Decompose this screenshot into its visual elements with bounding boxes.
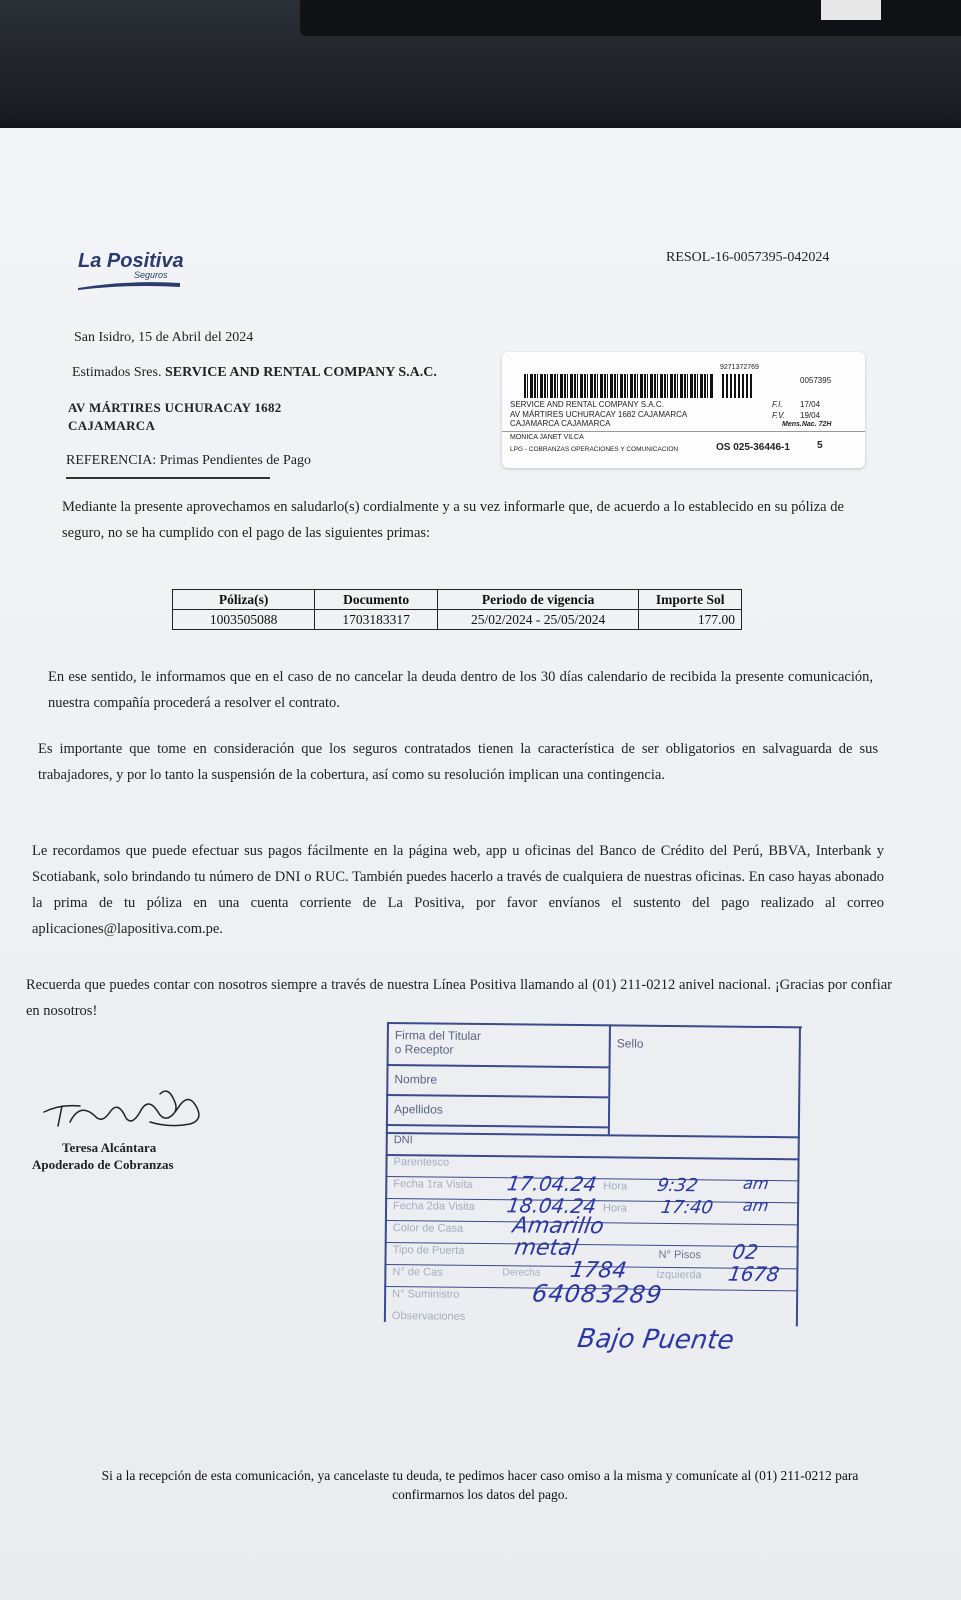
footer-note: Si a la recepción de esta comunicación, ya cancelaste tu deuda, te pedimos hacer caso omiso a la misma y comunícate al (01) 211-0212 para confirmarnos los datos del pago.: [101, 1468, 859, 1502]
header-poliza: Póliza(s): [173, 590, 315, 610]
form-line: [386, 1132, 800, 1138]
form-label-hora2: Hora: [602, 1202, 627, 1215]
cell-poliza: 1003505088: [173, 610, 315, 630]
signatory-name: Teresa Alcántara: [62, 1140, 157, 1155]
form-label-dni: DNI: [393, 1134, 413, 1147]
label-barcode-number: 9271372769: [720, 364, 759, 371]
form-label-apellidos: Apellidos: [394, 1102, 443, 1117]
label-city: CAJAMARCA CAJAMARCA: [510, 419, 611, 428]
header-documento: Documento: [315, 590, 438, 610]
form-line: [387, 1064, 609, 1068]
form-label-firma-2: o Receptor: [394, 1042, 454, 1057]
barcode-icon: [524, 374, 714, 398]
hw-observaciones: Bajo Puente: [575, 1324, 736, 1356]
hw-derecha: 1784: [568, 1257, 629, 1284]
courier-label: [502, 352, 865, 468]
form-label-firma-1: Firma del Titular: [394, 1028, 481, 1043]
header-importe: Importe Sol: [639, 590, 742, 610]
greeting: [72, 365, 437, 381]
cell-periodo: 25/02/2024 - 25/05/2024: [437, 610, 639, 630]
form-label-sello: Sello: [616, 1036, 644, 1051]
form-label-parentesco: Parentesco: [393, 1156, 450, 1169]
background-device: [300, 0, 961, 36]
reference-line: REFERENCIA: Primas Pendientes de Pago: [66, 453, 311, 468]
table-row: [173, 610, 742, 630]
premiums-table: [172, 589, 742, 630]
hw-izquierda: 1678: [726, 1261, 782, 1287]
hw-fecha1: 17.04.24: [505, 1171, 599, 1197]
table-header-row: [173, 590, 742, 610]
hw-suministro: 64083289: [530, 1279, 665, 1309]
label-person: MONICA JANET VILCA: [510, 434, 584, 441]
form-label-fecha1: Fecha 1ra Visita: [393, 1178, 473, 1191]
label-company: SERVICE AND RENTAL COMPANY S.A.C.: [510, 400, 664, 409]
signatory-role: Apoderado de Cobranzas: [32, 1157, 174, 1172]
hw-pisos: 02: [730, 1239, 760, 1264]
company-logo-name: La Positiva: [78, 250, 184, 272]
cell-documento: 1703183317: [315, 610, 438, 630]
signature-icon: [40, 1082, 220, 1138]
form-label-hora1: Hora: [603, 1180, 628, 1193]
intro-paragraph: Mediante la presente aprovechamos en saludarlo(s) cordialmente y a su vez informarle que, de acuerdo a lo establecido en su póliza de seguro, no se ha cumplido con el pago de las siguientes primas:: [62, 499, 844, 541]
label-fv-label: F.V.: [772, 411, 786, 420]
form-label-nro: N° de Cas: [392, 1266, 443, 1279]
label-mens: Mens.Nac. 72H: [782, 421, 832, 428]
form-line: [796, 1026, 801, 1326]
label-fi-value: 17/04: [800, 400, 821, 409]
barcode-icon-small: [722, 374, 752, 398]
letter-date: San Isidro, 15 de Abril del 2024: [74, 330, 254, 345]
label-ref-number: 0057395: [800, 376, 832, 385]
hw-ampm2: am: [741, 1195, 770, 1215]
label-fi-label: F.I.: [772, 400, 783, 409]
hw-hora2: 17:40: [659, 1196, 715, 1219]
reference-underline: [66, 477, 270, 479]
logo-swoosh-icon: [78, 278, 180, 290]
form-label-izquierda: Izquierda: [656, 1268, 702, 1282]
resolution-number: RESOL-16-0057395-042024: [666, 250, 830, 265]
device-label: [821, 0, 881, 20]
form-label-color: Color de Casa: [392, 1222, 464, 1235]
hw-tipo: metal: [512, 1235, 580, 1261]
address-line-1: AV MÁRTIRES UCHURACAY 1682: [68, 400, 282, 415]
label-os: OS 025-36446-1: [716, 442, 790, 453]
form-label-nombre: Nombre: [394, 1072, 438, 1087]
form-line: [386, 1124, 608, 1128]
form-label-obs: Observaciones: [391, 1310, 466, 1323]
company-logo-sub: Seguros: [134, 270, 168, 280]
cell-importe: 177.00: [639, 610, 742, 630]
hw-ampm1: am: [741, 1173, 771, 1193]
delivery-stamp-form: [384, 1022, 807, 1356]
address-line-2: CAJAMARCA: [68, 418, 156, 433]
form-label-pisos: N° Pisos: [658, 1248, 701, 1262]
label-dept: LPG - COBRANZAS OPERACIONES Y COMUNICACION: [510, 446, 679, 453]
form-label-tipo: Tipo de Puerta: [392, 1244, 465, 1257]
form-line: [608, 1024, 611, 1134]
paragraph-cancellation: En ese sentido, le informamos que en el caso de no cancelar la deuda dentro de los 30 días calendario de recibida la presente comunicación, nuestra compañía procederá a resolver el contrato.: [48, 669, 873, 711]
form-label-suministro: N° Suministro: [392, 1288, 460, 1301]
form-label-derecha: Derecha: [502, 1267, 541, 1279]
label-fv-value: 19/04: [800, 411, 821, 420]
paragraph-importance: Es importante que tome en consideración que los seguros contratados tienen la característica de ser obligatorios en salvaguarda de sus trabajadores, y por lo tanto la suspensión de la cobertura, así como su resolución implican una contingencia.: [38, 741, 878, 783]
paragraph-payment: Le recordamos que puede efectuar sus pagos fácilmente en la página web, app u oficinas del Banco de Crédito del Perú, BBVA, Interbank y Scotiabank, solo brindando tu número de DNI o RUC. También puedes hacerlo a través de cualquiera de nuestras oficinas. En caso hayas abonado la prima de tu póliza en una cuenta corriente de La Positiva, por favor envíanos el sustento del pago realizado al correo aplicaciones@lapositiva.com.pe.: [32, 843, 884, 937]
label-divider: [502, 431, 865, 432]
hw-color: Amarillo: [510, 1213, 606, 1240]
hw-fecha2: 18.04.24: [505, 1193, 598, 1219]
recipient-company: SERVICE AND RENTAL COMPANY S.A.C.: [164, 365, 437, 380]
paragraph-contact: Recuerda que puedes contar con nosotros siempre a través de nuestra Línea Positiva llamando al (01) 211-0212 anivel nacional. ¡Gracias por confiar en nosotros!: [26, 977, 892, 1019]
header-periodo: Periodo de vigencia: [437, 590, 639, 610]
hw-hora1: 9:32: [655, 1174, 700, 1197]
greeting-prefix: Estimados Sres.: [72, 365, 162, 380]
label-count: 5: [817, 440, 823, 451]
label-address: AV MÁRTIRES UCHURACAY 1682 CAJAMARCA: [510, 410, 688, 419]
form-line: [386, 1094, 608, 1098]
form-label-fecha2: Fecha 2da Visita: [393, 1200, 475, 1213]
